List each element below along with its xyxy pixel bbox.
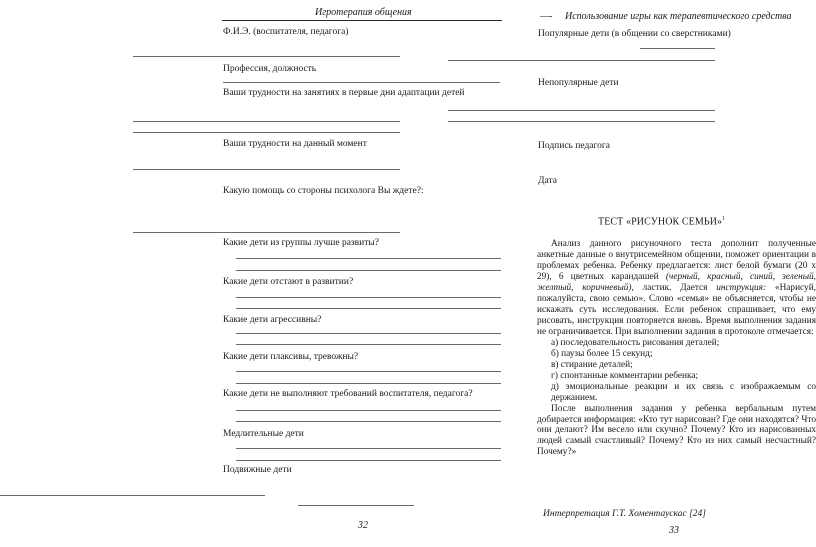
unpopular-line-2 xyxy=(448,121,715,122)
current-difficulties-line xyxy=(133,169,400,170)
unpopular-label: Непопулярные дети xyxy=(538,78,619,88)
fio-label: Ф.И.Э. (воспитателя, педагога) xyxy=(223,27,349,37)
question-label: Какие дети не выполняют требований воспитателя, педагога? xyxy=(223,389,473,399)
help-line xyxy=(133,232,400,233)
protocol-list-item: г) спонтанные комментарии ребенка; xyxy=(551,370,699,381)
answer-line xyxy=(236,333,501,334)
answer-line xyxy=(236,460,501,461)
answer-line xyxy=(236,308,501,309)
date-label: Дата xyxy=(538,176,557,186)
popular-label: Популярные дети (в общении со сверстниками) xyxy=(538,29,731,39)
question-label: Какие дети из группы лучше развиты? xyxy=(223,238,380,248)
fio-line xyxy=(133,56,400,57)
signature-label: Подпись педагога xyxy=(538,141,611,151)
unpopular-line-1 xyxy=(448,110,715,111)
answer-line xyxy=(236,344,501,345)
difficulties-line-1 xyxy=(133,121,400,122)
left-page-header: Игротерапия общения xyxy=(315,7,412,18)
paragraph-interview: После выполнения задания у ребенка вербальным путем добирается информация: «Кто тут нарисован? Где они находятся? Что они делают? Им весело или скучно? Почему? Кто из нарисованных людей самый счастливый? Почему? Кто из них самый несчастный? Почему?» xyxy=(537,403,816,458)
protocol-list-item: а) последовательность рисования деталей; xyxy=(551,337,720,348)
answer-line xyxy=(236,383,501,384)
protocol-list-item: в) стирание деталей; xyxy=(551,359,633,370)
profession-label: Профессия, должность xyxy=(223,64,317,74)
instruction-term: инструкция: xyxy=(716,282,767,293)
right-page-header-dash: —- xyxy=(540,11,553,22)
protocol-list-item: б) паузы более 15 секунд; xyxy=(551,348,653,359)
profession-line xyxy=(223,82,500,83)
test-body xyxy=(537,239,816,458)
answer-line xyxy=(236,270,501,271)
answer-line xyxy=(236,421,501,422)
question-label: Какие дети плаксивы, тревожны? xyxy=(223,352,359,362)
footer-credit: Интерпретация Г.Т. Хоментаускас [24] xyxy=(543,509,706,519)
answer-line xyxy=(236,371,501,372)
pencil-colors: (черный, красный, синий, зеленый, желтый, коричневый) xyxy=(537,271,816,293)
difficulties-label: Ваши трудности на занятиях в первые дни адаптации детей xyxy=(223,88,465,98)
paragraph-text: «Нарисуй, пожалуйста, свою семью». Слово «семья» не объясняется, чтобы не искажать суть исследования. Если ребенок спрашивает, что ему рисовать, инструкция повторяется вновь. Время выполнения задания не ограничивается. При выполнении задания в протоколе отмечается: xyxy=(537,282,816,337)
test-title xyxy=(598,216,725,228)
test-title-text: ТЕСТ «РИСУНОК СЕМЬИ» xyxy=(598,216,723,228)
header-rule xyxy=(222,20,502,21)
paragraph-text: , ластик. Дается xyxy=(631,282,717,293)
difficulties-line-2 xyxy=(133,132,400,133)
answer-line xyxy=(236,448,501,449)
help-label: Какую помощь со стороны психолога Вы ждете?: xyxy=(223,186,424,196)
answer-line xyxy=(236,297,501,298)
question-label: Какие дети агрессивны? xyxy=(223,315,322,325)
answer-line xyxy=(236,258,501,259)
paragraph-text: Анализ данного рисуночного теста дополнит полученные анкетные данные о внутрисемейном общении, поможет ориентации в проблемах ребенка. Ребенку предлагается: лист белой бумаги (20 х 29), 6 цветных карандашей xyxy=(537,239,816,282)
current-difficulties-label: Ваши трудности на данный момент xyxy=(223,139,367,149)
page-number-right: 33 xyxy=(669,525,679,536)
paragraph-instructions xyxy=(537,239,816,338)
popular-line-2 xyxy=(448,60,715,61)
popular-line-1 xyxy=(640,48,715,49)
question-label: Подвижные дети xyxy=(223,465,292,475)
question-label: Медлительные дети xyxy=(223,429,304,439)
protocol-list-item: д) эмоциональные реакции и их связь с изображаемым со держанием. xyxy=(551,381,816,403)
footnote-marker: 1 xyxy=(722,216,726,222)
right-page-header: Использование игры как терапевтического средства xyxy=(565,11,792,22)
answer-line xyxy=(0,495,265,496)
question-label: Какие дети отстают в развитии? xyxy=(223,277,354,287)
page-number-left: 32 xyxy=(358,520,368,531)
answer-line xyxy=(236,410,501,411)
footnote-rule xyxy=(298,505,414,506)
